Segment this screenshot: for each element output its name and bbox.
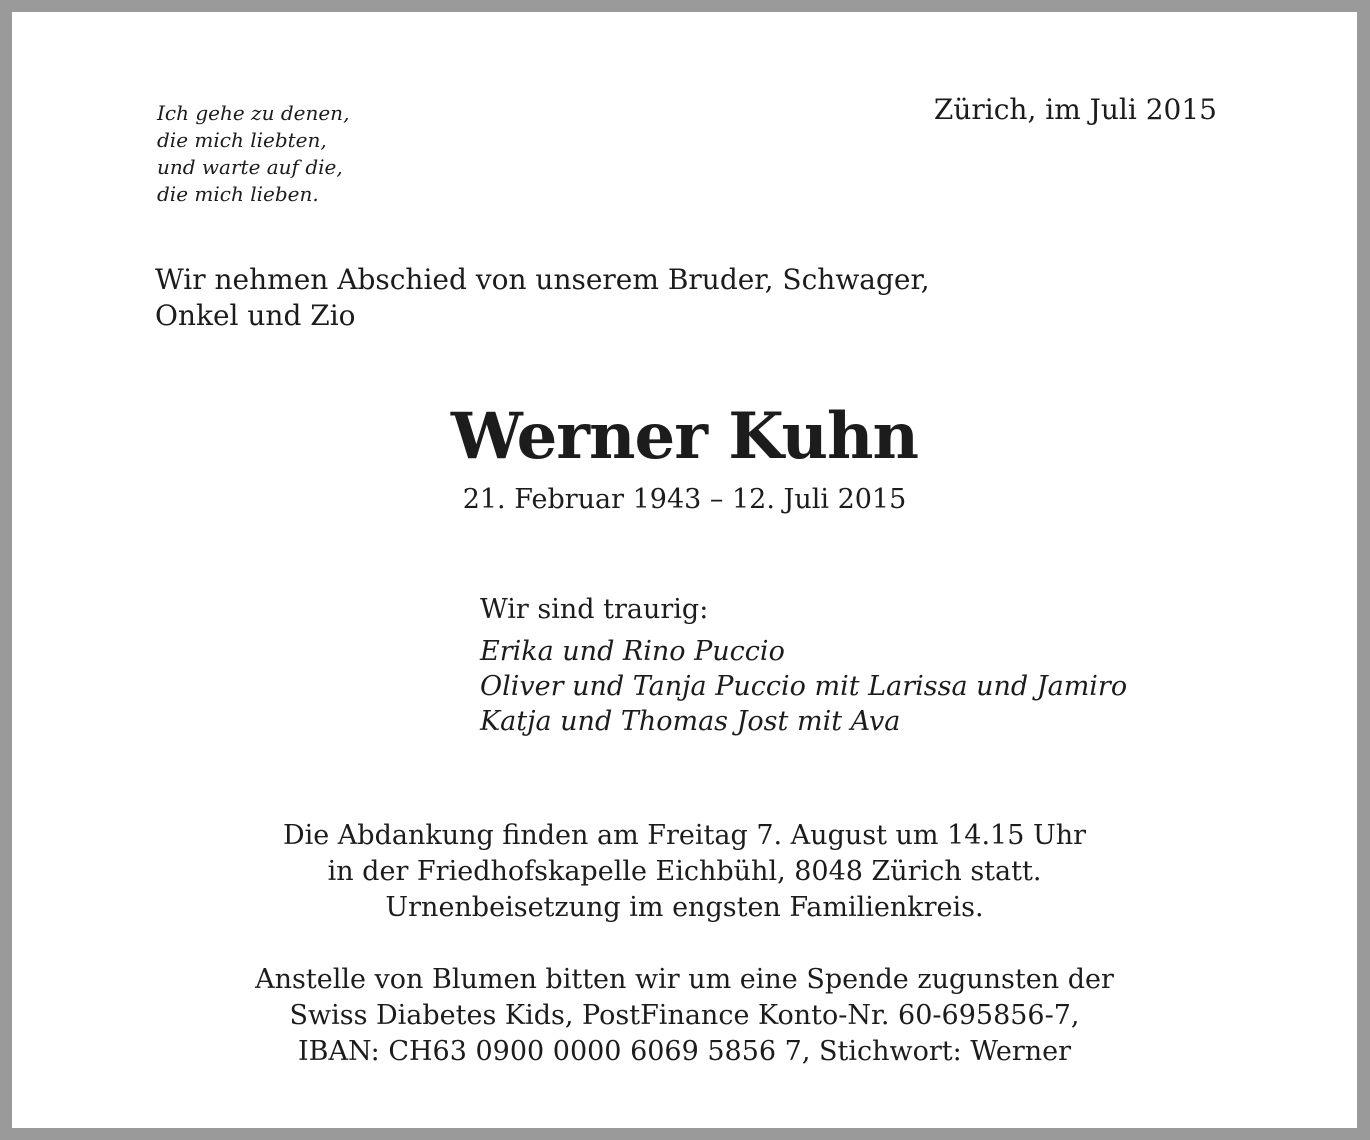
donation-line: Anstelle von Blumen bitten wir um eine Spende zugunsten der: [255, 964, 1114, 995]
place-date: Zürich, im Juli 2015: [933, 93, 1217, 126]
intro-text: [155, 262, 930, 334]
mourner-name: Katja und Thomas Jost mit Ava: [480, 706, 901, 737]
motto-quote: [157, 100, 349, 208]
mourner-name: Oliver und Tanja Puccio mit Larissa und Jamiro: [480, 671, 1128, 702]
obituary-notice: [12, 12, 1357, 1128]
donation-line: IBAN: CH63 0900 0000 6069 5856 7, Stichwort: Werner: [297, 1036, 1072, 1067]
motto-line: und warte auf die,: [157, 155, 343, 179]
ceremony-info: [12, 818, 1357, 926]
intro-line: Wir nehmen Abschied von unserem Bruder, Schwager,: [155, 263, 930, 296]
mourners-block: [480, 592, 1127, 739]
motto-line: die mich lieben.: [157, 182, 319, 206]
ceremony-line: in der Friedhofskapelle Eichbühl, 8048 Zürich statt.: [327, 856, 1042, 887]
donation-line: Swiss Diabetes Kids, PostFinance Konto-Nr. 60-695856-7,: [289, 1000, 1080, 1031]
mourner-name: Erika und Rino Puccio: [480, 636, 785, 667]
life-dates: 21. Februar 1943 – 12. Juli 2015: [462, 484, 907, 515]
donation-info: [12, 962, 1357, 1070]
mourners-heading: Wir sind traurig:: [480, 594, 709, 625]
motto-line: Ich gehe zu denen,: [157, 101, 350, 125]
deceased-name: Werner Kuhn: [450, 399, 919, 474]
motto-line: die mich liebten,: [157, 128, 327, 152]
ceremony-line: Die Abdankung finden am Freitag 7. August um 14.15 Uhr: [282, 820, 1087, 851]
ceremony-line: Urnenbeisetzung im engsten Familienkreis.: [385, 892, 984, 923]
intro-line: Onkel und Zio: [155, 299, 356, 332]
